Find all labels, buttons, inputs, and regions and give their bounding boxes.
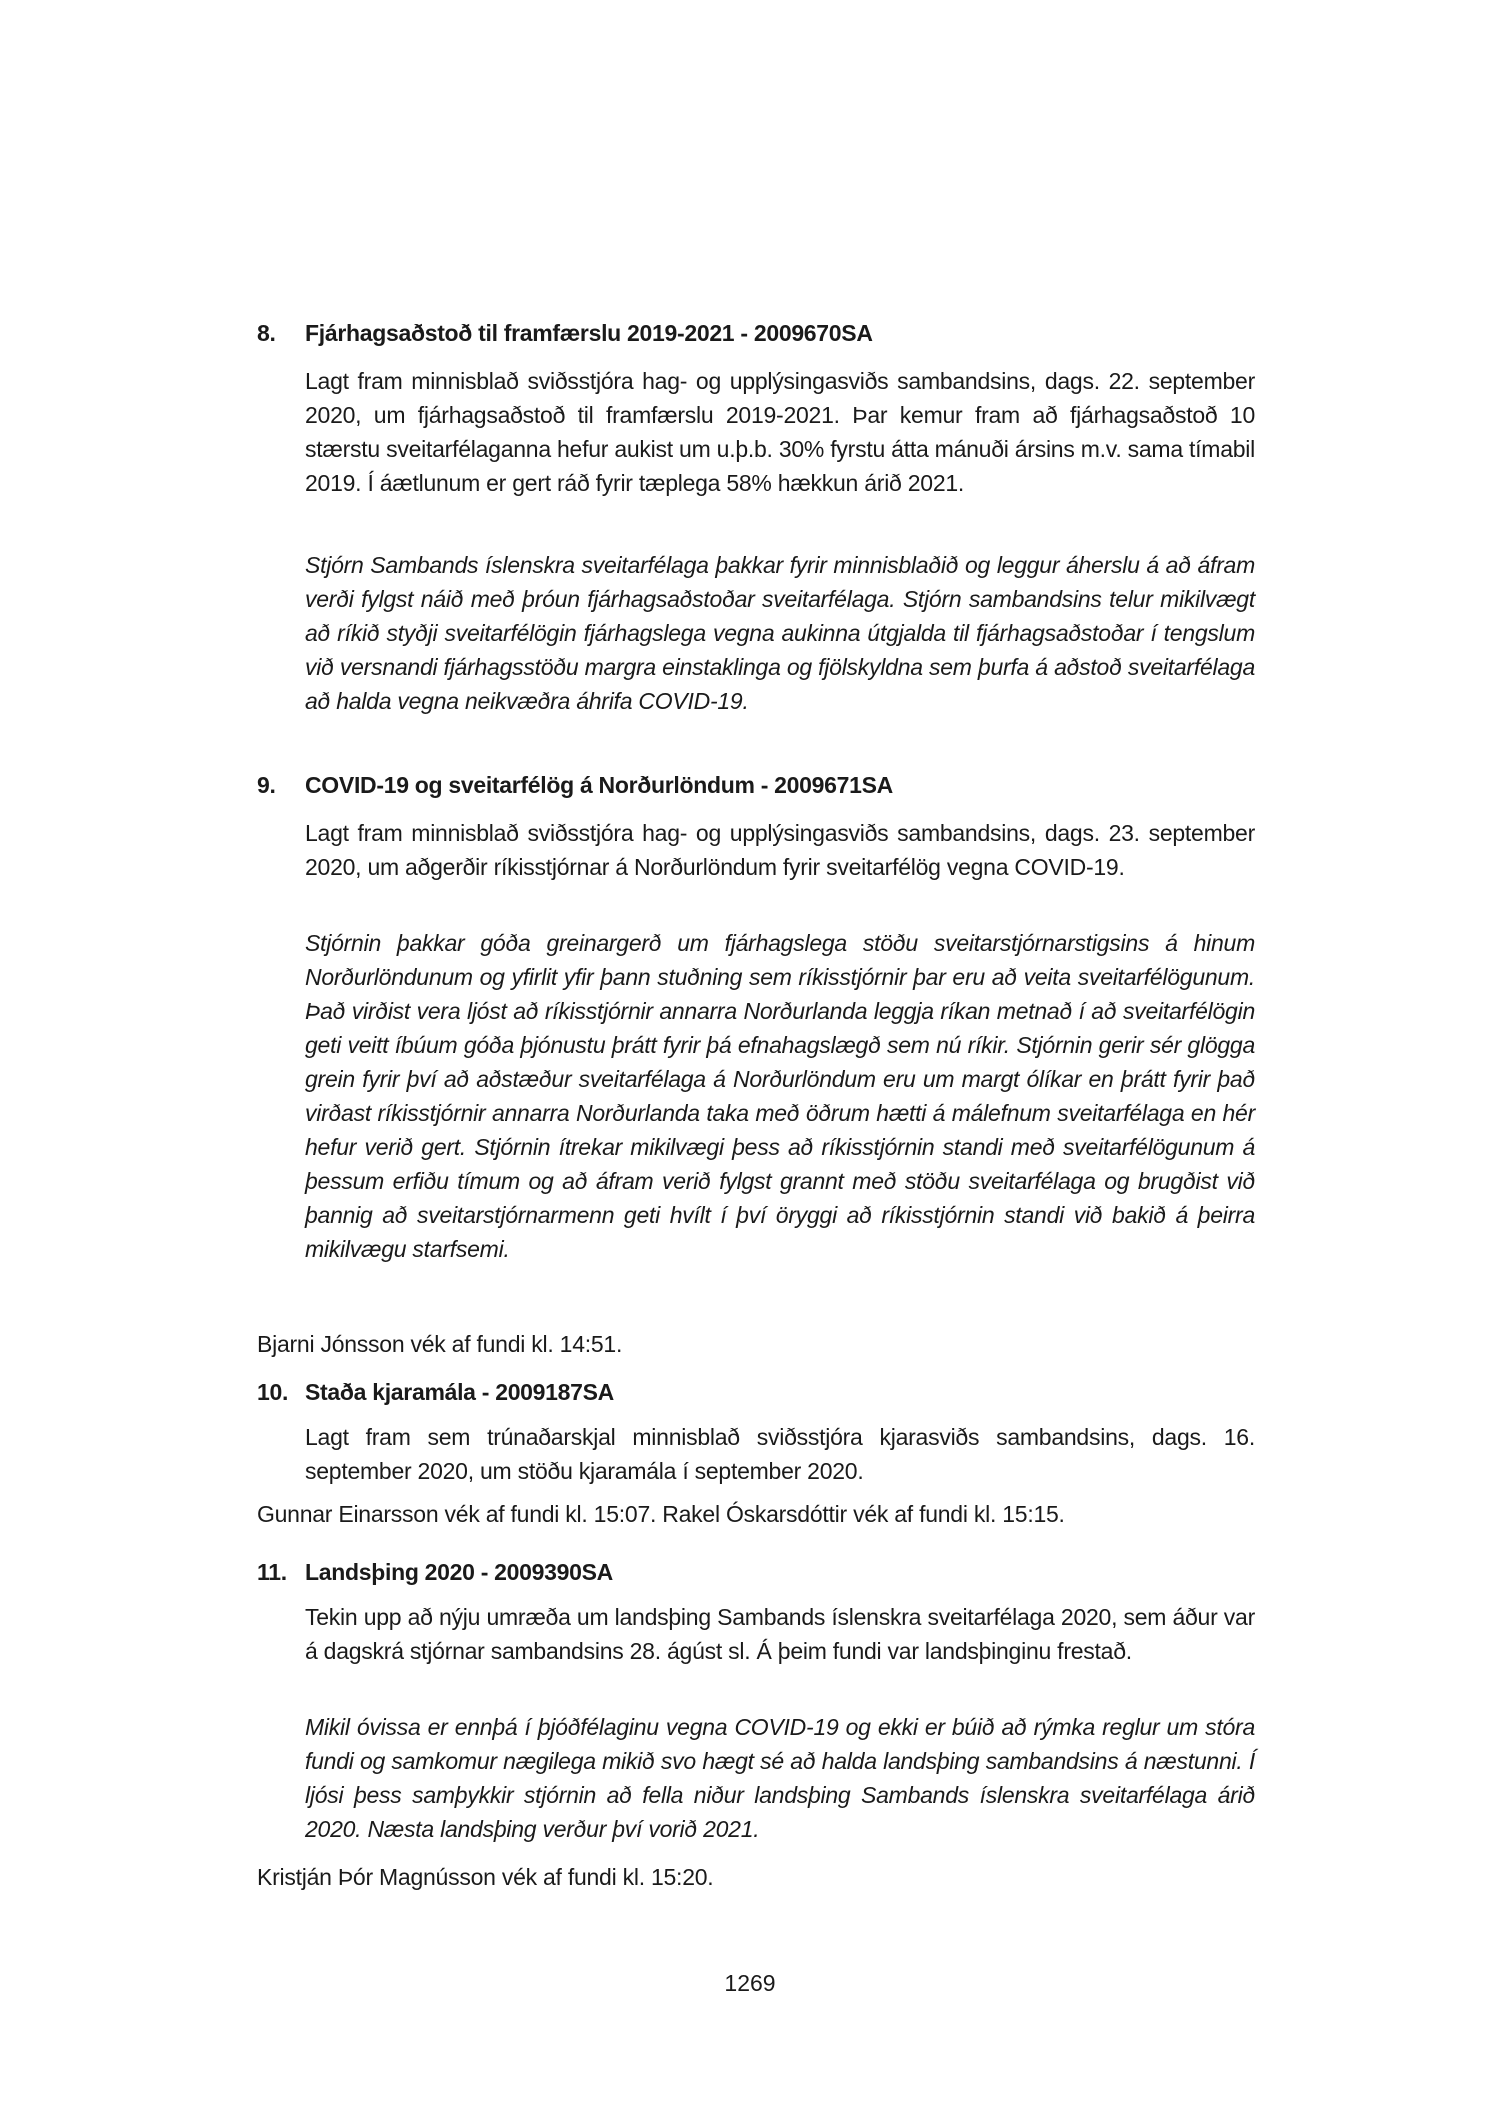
agenda-item-number: 11. bbox=[257, 1559, 287, 1585]
agenda-item-8-resolution: Stjórn Sambands íslenskra sveitarfélaga þakkar fyrir minnisblaðið og leggur áherslu á að áfram verði fylgst náið með þróun fjárhagsaðstoðar sveitarfélaga. Stjórn sambandsins telur mikilvægt að ríkið styðji sveitarfélögin fjárhagslega vegna aukinna útgjalda til fjárhagsaðstoðar í tengslum við versnandi fjárhagsstöðu margra einstaklinga og fjölskyldna sem þurfa á aðstoð sveitarfélaga að halda vegna neikvæðra áhrifa COVID-19. bbox=[305, 552, 1255, 714]
agenda-item-number: 9. bbox=[257, 772, 276, 798]
agenda-item-title: COVID-19 og sveitarfélög á Norðurlöndum - 2009671SA bbox=[305, 772, 893, 798]
agenda-item-9-resolution: Stjórnin þakkar góða greinargerð um fjárhagslega stöðu sveitarstjórnarstigsins á hinum Norðurlöndunum og yfirlit yfir þann stuðning sem ríkisstjórnir þar eru að veita sveitarfélögunum. Það virðist vera ljóst að ríkisstjórnir annarra Norðurlanda leggja ríkan metnað í að sveitarfélögin geti veitt íbúum góða þjónustu þrátt fyrir þá efnahagslægð sem nú ríkir. Stjórnin gerir sér glögga grein fyrir því að aðstæður sveitarfélaga á Norðurlöndum eru um margt ólíkar en þrátt fyrir það virðast ríkisstjórnir annarra Norðurlanda taka með öðrum hætti á málefnum sveitarfélaga en hér hefur verið gert. Stjórnin ítrekar mikilvægi þess að ríkisstjórnin standi með sveitarfélögunum á þessum erfiðu tímum og að áfram verið fylgst grannt með stöðu sveitarfélaga og brugðist við þannig að sveitarstjórnarmenn geti hvílt í því öryggi að ríkisstjórnin standi við bakið á þeirra mikilvægu starfsemi. bbox=[305, 930, 1255, 1262]
attendance-note: Kristján Þór Magnússon vék af fundi kl. 15:20. bbox=[257, 1864, 714, 1890]
agenda-item-number: 8. bbox=[257, 320, 276, 346]
agenda-item-number: 10. bbox=[257, 1379, 289, 1405]
agenda-item-title: Staða kjaramála - 2009187SA bbox=[305, 1379, 614, 1405]
agenda-item-11-heading bbox=[257, 1555, 1257, 1589]
agenda-item-title: Landsþing 2020 - 2009390SA bbox=[305, 1559, 613, 1585]
agenda-item-8-body: Lagt fram minnisblað sviðsstjóra hag- og upplýsingasviðs sambandsins, dags. 22. september 2020, um fjárhagsaðstoð til framfærslu 2019-2021. Þar kemur fram að fjárhagsaðstoð 10 stærstu sveitarfélaganna hefur aukist um u.þ.b. 30% fyrstu átta mánuði ársins m.v. sama tímabil 2019. Í áætlunum er gert ráð fyrir tæplega 58% hækkun árið 2021. bbox=[305, 368, 1255, 496]
agenda-item-11-body: Tekin upp að nýju umræða um landsþing Sambands íslenskra sveitarfélaga 2020, sem áður var á dagskrá stjórnar sambandsins 28. ágúst sl. Á þeim fundi var landsþinginu frestað. bbox=[305, 1604, 1255, 1664]
agenda-item-10-body: Lagt fram sem trúnaðarskjal minnisblað sviðsstjóra kjarasviðs sambandsins, dags. 16. september 2020, um stöðu kjaramála í september 2020. bbox=[305, 1424, 1255, 1484]
agenda-item-title: Fjárhagsaðstoð til framfærslu 2019-2021 - 2009670SA bbox=[305, 320, 873, 346]
agenda-item-11-resolution: Mikil óvissa er ennþá í þjóðfélaginu vegna COVID-19 og ekki er búið að rýmka reglur um stóra fundi og samkomur nægilega mikið svo hægt sé að halda landsþing sambandsins á næstunni. Í ljósi þess samþykkir stjórnin að fella niður landsþing Sambands íslenskra sveitarfélaga árið 2020. Næsta landsþing verður því vorið 2021. bbox=[305, 1714, 1255, 1842]
agenda-item-9-heading bbox=[257, 768, 1257, 802]
page-number: 1269 bbox=[724, 1970, 776, 1996]
attendance-note: Gunnar Einarsson vék af fundi kl. 15:07. Rakel Óskarsdóttir vék af fundi kl. 15:15. bbox=[257, 1501, 1065, 1527]
agenda-item-10-heading bbox=[257, 1375, 1257, 1409]
agenda-item-9-body: Lagt fram minnisblað sviðsstjóra hag- og upplýsingasviðs sambandsins, dags. 23. september 2020, um aðgerðir ríkisstjórnar á Norðurlöndum fyrir sveitarfélög vegna COVID-19. bbox=[305, 820, 1255, 880]
agenda-item-8-heading bbox=[257, 316, 1257, 350]
attendance-note: Bjarni Jónsson vék af fundi kl. 14:51. bbox=[257, 1331, 623, 1357]
